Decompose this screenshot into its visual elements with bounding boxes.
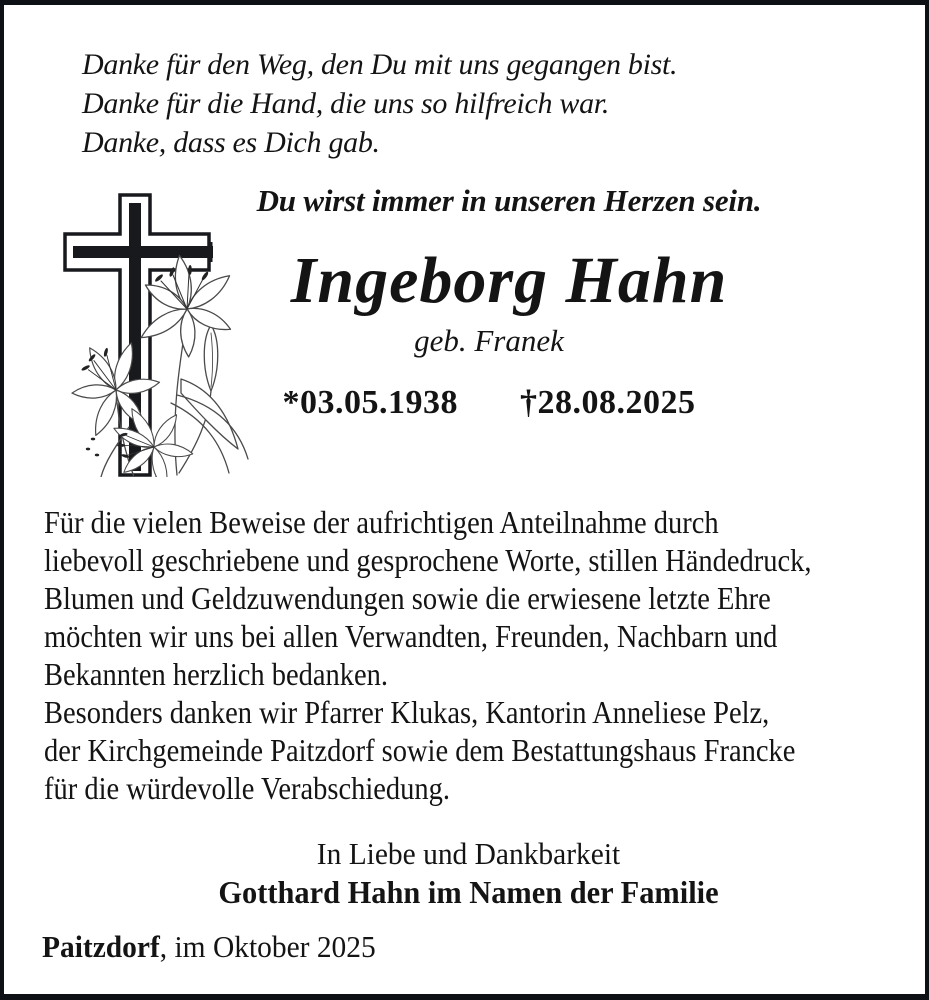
body-line: Blumen und Geldzuwendungen sowie die erwiesene letzte Ehre — [44, 580, 771, 616]
thank-you-paragraph — [44, 503, 811, 807]
closing-block — [27, 835, 910, 911]
body-line: für die würdevolle Verabschiedung. — [44, 770, 450, 806]
quote-line: Danke, dass es Dich gab. — [82, 126, 380, 159]
body-line: Für die vielen Beweise der aufrichtigen Anteilnahme durch — [44, 504, 719, 540]
body-line: Bekannten herzlich bedanken. — [44, 656, 388, 692]
death-date: †28.08.2025 — [520, 384, 696, 421]
devotion-line: Du wirst immer in unseren Herzen sein. — [256, 183, 762, 218]
maiden-name: geb. Franek — [414, 323, 564, 358]
place-name: Paitzdorf — [42, 929, 160, 964]
birth-date: *03.05.1938 — [282, 384, 458, 421]
deceased-name: Ingeborg Hahn — [290, 244, 728, 317]
date-suffix: , im Oktober 2025 — [159, 929, 376, 964]
life-dates — [59, 384, 919, 422]
quote-line: Danke für die Hand, die uns so hilfreich war. — [82, 87, 610, 120]
body-line: Besonders danken wir Pfarrer Klukas, Kantorin Anneliese Pelz, — [44, 694, 770, 730]
quote-block — [82, 45, 677, 162]
family-signature: Gotthard Hahn im Namen der Familie — [218, 874, 719, 910]
closing-line: In Liebe und Dankbarkeit — [316, 836, 621, 871]
body-line: liebevoll geschriebene und gesprochene Worte, stillen Händedruck, — [44, 542, 812, 578]
body-line: möchten wir uns bei allen Verwandten, Freunden, Nachbarn und — [44, 618, 778, 654]
place-date-line — [42, 929, 376, 965]
body-line: der Kirchgemeinde Paitzdorf sowie dem Bestattungshaus Francke — [44, 732, 796, 768]
quote-line: Danke für den Weg, den Du mit uns gegangen bist. — [82, 48, 678, 81]
